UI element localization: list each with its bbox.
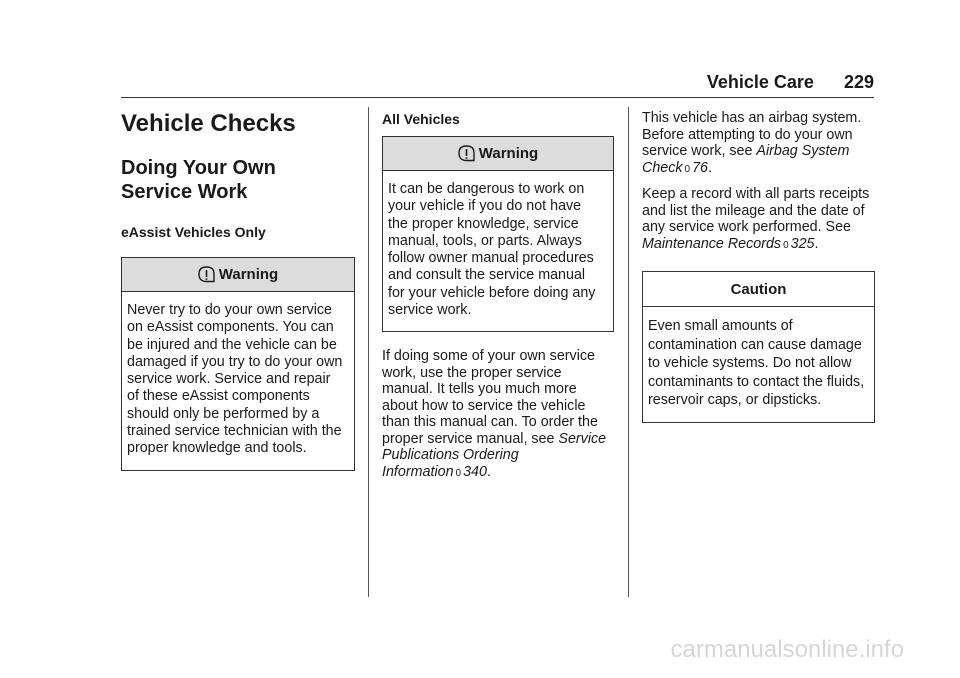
caution-header: Caution — [643, 272, 874, 307]
caution-box — [642, 271, 875, 423]
column-3 — [642, 110, 875, 423]
records-paragraph: Keep a record with all parts receipts and list the mileage and the date of any service work performed. See Maintenance Records 0 325. — [642, 186, 870, 252]
warning-body: It can be dangerous to work on your vehicle if you do not have the proper knowledge, service manual, tools, or parts. Always follow owner manual procedures and consult the service manual for your vehicle before doing any service work. — [388, 181, 596, 319]
subsection-heading: Doing Your Own Service Work — [121, 157, 276, 203]
link-service-publications[interactable]: Service Publications Ordering Information — [382, 430, 607, 480]
column-2 — [382, 110, 614, 482]
subhead-eassist: eAssist Vehicles Only — [121, 224, 266, 240]
column-divider-2 — [628, 107, 629, 597]
running-head — [707, 72, 874, 93]
warning-icon — [198, 266, 215, 283]
watermark: carmanualsonline.info — [670, 636, 904, 663]
page-ref-icon: 0 — [783, 239, 789, 251]
warning-header: Warning — [383, 137, 613, 171]
warning-box-all — [382, 136, 614, 332]
link-airbag-system-check[interactable]: Airbag System Check — [642, 143, 850, 176]
section-heading: Vehicle Checks — [121, 110, 296, 137]
page-ref-325[interactable]: 325 — [790, 235, 815, 252]
page-number: 229 — [843, 72, 874, 92]
column-divider-1 — [368, 107, 369, 597]
warning-box-eassist — [121, 257, 355, 471]
page-ref-icon: 0 — [684, 163, 691, 175]
warning-header: Warning — [122, 258, 354, 292]
service-manual-paragraph: If doing some of your own service work, use the proper service manual. It tells you much more about how to service the vehicle than this manual can. To order the proper service manual, see Service Publications Ordering Information 0 340. — [382, 348, 607, 480]
page-ref-340[interactable]: 340 — [463, 463, 487, 480]
warning-icon — [458, 145, 475, 162]
caution-body: Even small amounts of contamination can cause damage to vehicle systems. Do not allow contaminants to contact the fluids, reservoir caps, or dipsticks. — [648, 318, 865, 408]
page-ref-icon: 0 — [455, 467, 462, 479]
subhead-all-vehicles: All Vehicles — [382, 111, 460, 127]
header-rule — [121, 97, 874, 98]
airbag-paragraph: This vehicle has an airbag system. Before attempting to do your own service work, see Airbag System Check 0 76. — [642, 110, 862, 176]
column-1 — [121, 110, 355, 471]
warning-body: Never try to do your own service on eAssist components. You can be injured and the vehicle can be damaged if you try to do your own service work. Service and repair of these eAssist components should only be performed by a trained service technician with the proper knowledge and tools. — [127, 302, 343, 457]
page-ref-76[interactable]: 76 — [692, 159, 708, 176]
link-maintenance-records[interactable]: Maintenance Records — [642, 235, 782, 252]
section-title: Vehicle Care — [706, 72, 814, 92]
